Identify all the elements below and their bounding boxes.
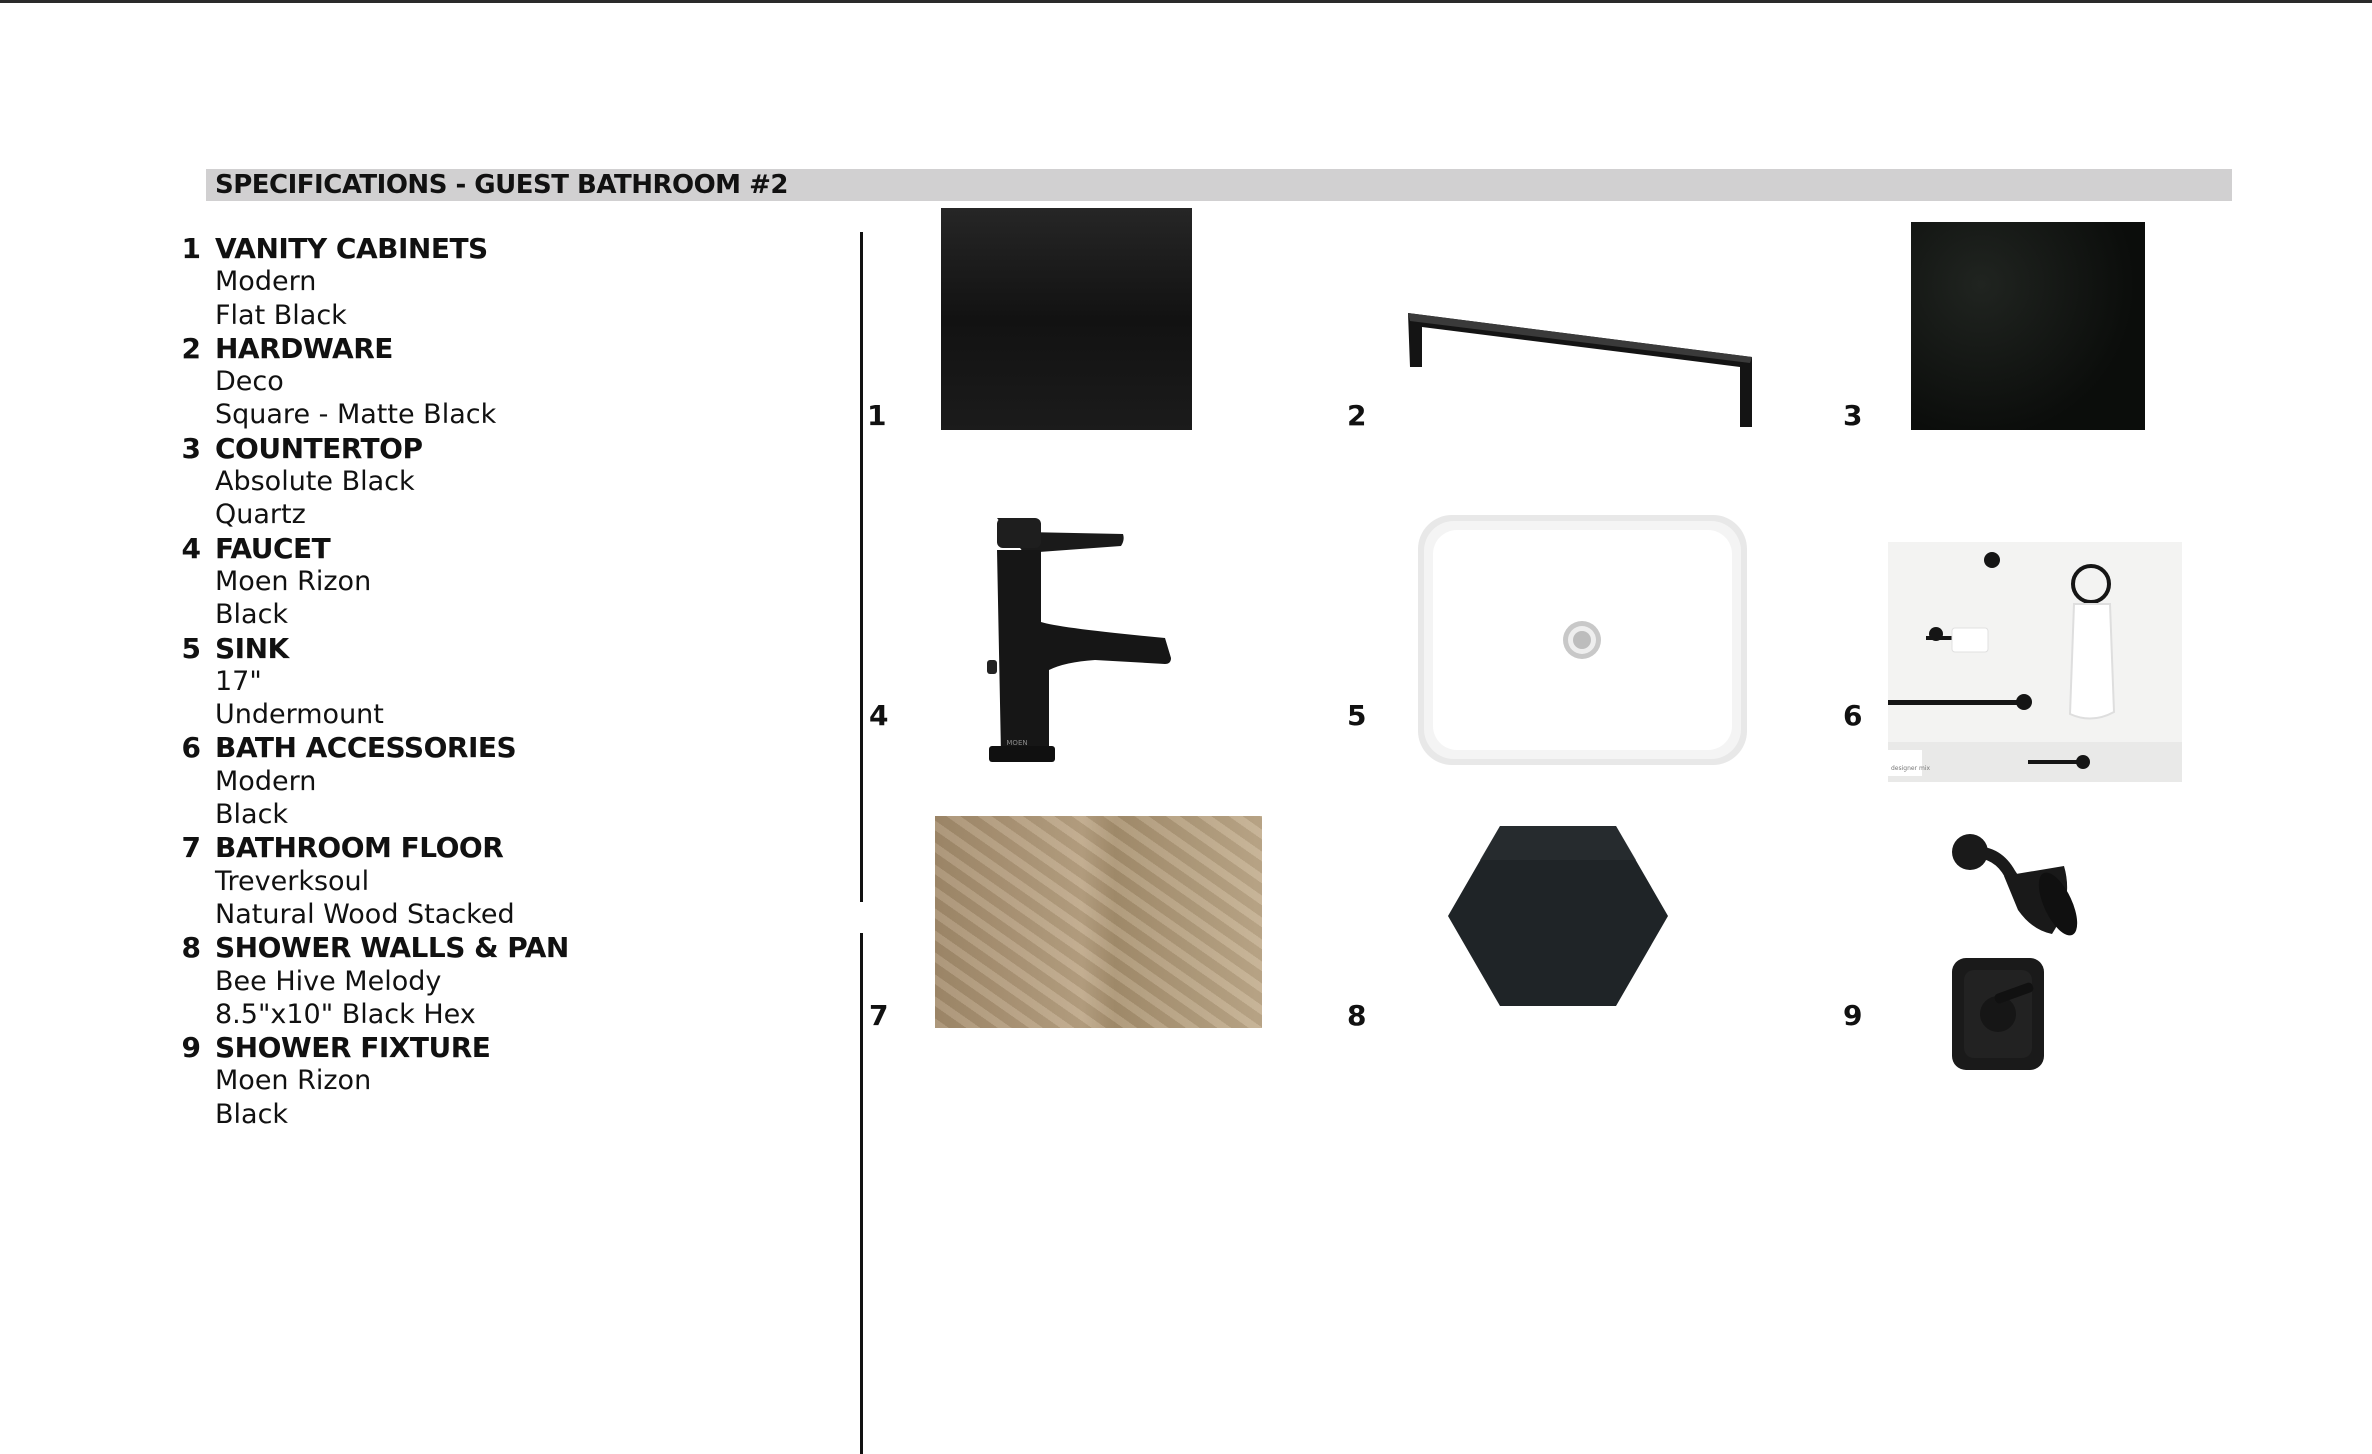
- spec-detail: Deco: [215, 366, 284, 398]
- vanity-cabinet-swatch: [941, 208, 1192, 430]
- spec-title: FAUCET: [215, 531, 331, 565]
- spec-number: 9: [181, 1031, 201, 1065]
- spec-number: 4: [181, 531, 201, 565]
- spec-detail: Moen Rizon: [215, 565, 372, 597]
- sink-image: [1415, 512, 1750, 768]
- spec-detail: Square - Matte Black: [215, 399, 497, 431]
- spec-title: VANITY CABINETS: [215, 232, 488, 265]
- spec-item: [165, 532, 865, 632]
- spec-detail: Black: [215, 1098, 289, 1130]
- spec-title: SHOWER WALLS & PAN: [215, 931, 569, 965]
- bath-accessories-image: [1888, 542, 2182, 782]
- spec-number: 2: [181, 331, 201, 365]
- divider-line: [860, 232, 863, 902]
- grid-label: 9: [1843, 999, 1863, 1032]
- grid-label: 6: [1843, 699, 1863, 732]
- faucet-brand-mark: MOEN: [1006, 739, 1028, 747]
- spec-item: [165, 432, 865, 532]
- spec-detail: Black: [215, 599, 289, 631]
- grid-label: 4: [869, 699, 889, 732]
- grid-label: 7: [869, 999, 889, 1032]
- floor-wood-swatch: [935, 816, 1262, 1028]
- spec-title: SHOWER FIXTURE: [215, 1031, 491, 1065]
- countertop-swatch: [1911, 222, 2145, 430]
- top-border: [0, 0, 2372, 3]
- spec-item: [165, 731, 865, 831]
- spec-detail: Flat Black: [215, 299, 347, 331]
- accessories-caption: designer mix: [1891, 765, 1931, 772]
- spec-detail: Bee Hive Melody: [215, 965, 442, 997]
- spec-detail: 8.5"x10" Black Hex: [215, 998, 476, 1030]
- divider-line: [860, 933, 863, 1454]
- shower-fixture-image: [1948, 830, 2118, 1076]
- faucet-image: [975, 510, 1185, 770]
- spec-item: [165, 1031, 865, 1131]
- spec-number: 8: [181, 931, 201, 965]
- hex-tile-image: [1446, 824, 1670, 1008]
- spec-detail: Black: [215, 799, 289, 831]
- spec-item: [165, 831, 865, 931]
- spec-detail: Natural Wood Stacked: [215, 898, 515, 930]
- spec-detail: Modern: [215, 266, 317, 298]
- spec-list: [165, 232, 865, 1131]
- grid-label: 1: [867, 399, 887, 432]
- spec-title: COUNTERTOP: [215, 431, 423, 465]
- grid-label: 2: [1347, 399, 1367, 432]
- cabinet-pull-image: [1400, 305, 1760, 435]
- spec-item: [165, 232, 865, 332]
- spec-item: [165, 632, 865, 732]
- spec-title: SINK: [215, 631, 289, 665]
- spec-number: 1: [181, 232, 201, 265]
- page-title: SPECIFICATIONS - GUEST BATHROOM #2: [215, 170, 788, 200]
- spec-detail: Treverksoul: [215, 865, 370, 897]
- spec-detail: Quartz: [215, 499, 306, 531]
- spec-number: 3: [181, 431, 201, 465]
- grid-label: 8: [1347, 999, 1367, 1032]
- spec-title: HARDWARE: [215, 331, 393, 365]
- spec-item: [165, 931, 865, 1031]
- spec-title: BATHROOM FLOOR: [215, 831, 504, 865]
- title-bar: [206, 169, 2232, 201]
- spec-detail: Moen Rizon: [215, 1065, 372, 1097]
- spec-number: 5: [181, 631, 201, 665]
- spec-detail: Absolute Black: [215, 466, 415, 498]
- grid-label: 3: [1843, 399, 1863, 432]
- spec-detail: Modern: [215, 765, 317, 797]
- spec-item: [165, 332, 865, 432]
- spec-title: BATH ACCESSORIES: [215, 731, 517, 765]
- spec-number: 7: [181, 831, 201, 865]
- spec-detail: Undermount: [215, 699, 384, 731]
- spec-detail: 17": [215, 665, 262, 697]
- grid-label: 5: [1347, 699, 1367, 732]
- spec-number: 6: [181, 731, 201, 765]
